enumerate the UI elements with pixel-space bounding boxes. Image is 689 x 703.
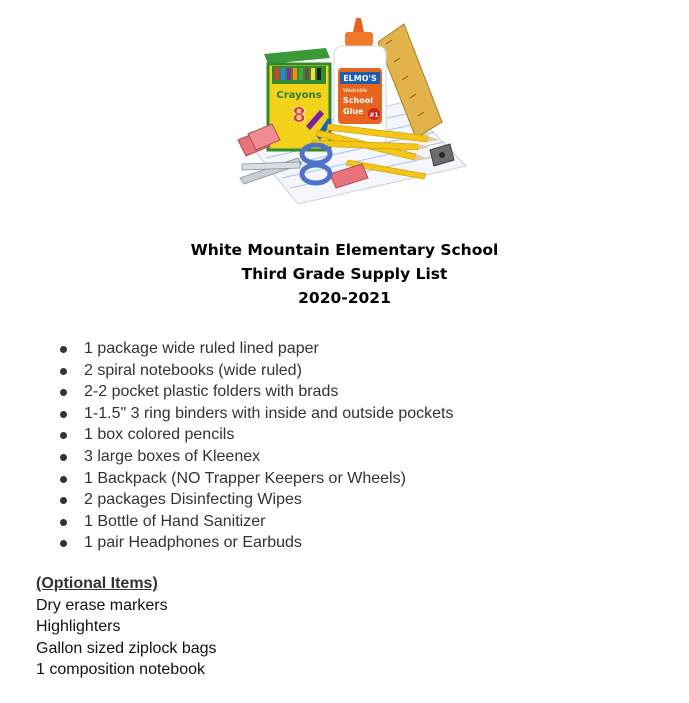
bullet-icon [60, 432, 67, 439]
school-year: 2020-2021 [298, 289, 391, 307]
list-item-text: 1-1.5" 3 ring binders with inside and outside pockets [84, 404, 454, 422]
school-name: White Mountain Elementary School [190, 241, 499, 259]
bullet-icon [60, 540, 67, 547]
list-item [52, 403, 453, 425]
glue-line1-label: Washable [343, 88, 368, 94]
crayons-count-label: 8 [292, 103, 306, 127]
list-item-text: 1 pair Headphones or Earbuds [84, 534, 302, 552]
list-item-text: 3 large boxes of Kleenex [84, 447, 261, 465]
glue-line2-label: School [343, 96, 373, 105]
list-item-text: 2 spiral notebooks (wide ruled) [84, 361, 302, 379]
bullet-icon [60, 346, 67, 353]
list-item [52, 468, 453, 490]
optional-item: Highlighters [36, 618, 121, 636]
glue-badge-label: #1 [369, 112, 379, 119]
bullet-icon [60, 519, 67, 526]
optional-item: Gallon sized ziplock bags [36, 639, 217, 657]
bullet-icon [60, 368, 67, 375]
list-item-text: 1 box colored pencils [84, 426, 235, 444]
list-item-text: 2-2 pocket plastic folders with brads [84, 383, 339, 401]
list-item [52, 360, 453, 382]
optional-item: Dry erase markers [36, 596, 168, 614]
list-item [52, 338, 453, 360]
optional-items-heading: (Optional Items) [36, 575, 158, 592]
list-item [52, 381, 453, 403]
list-item [52, 424, 453, 446]
bullet-icon [60, 411, 67, 418]
list-item [52, 511, 453, 533]
bullet-icon [60, 389, 67, 396]
glue-line3-label: Glue [343, 107, 364, 116]
optional-item: 1 composition notebook [36, 661, 205, 679]
list-item-text: 1 package wide ruled lined paper [84, 340, 319, 357]
list-item [52, 532, 453, 554]
list-item-text: 2 packages Disinfecting Wipes [84, 491, 302, 509]
bullet-icon [60, 476, 67, 483]
glue-brand-label: ELMO'S [343, 74, 377, 83]
bullet-icon [60, 454, 67, 461]
bullet-icon [60, 497, 67, 504]
list-item [52, 446, 453, 468]
optional-items-section [36, 573, 217, 681]
list-item-text: 1 Backpack (NO Trapper Keepers or Wheels) [84, 469, 406, 487]
list-item [52, 489, 453, 511]
list-title: Third Grade Supply List [241, 265, 448, 283]
list-item-text: 1 Bottle of Hand Sanitizer [84, 512, 266, 530]
supply-list [52, 338, 453, 554]
crayons-brand-label: Crayons [276, 90, 322, 101]
school-supplies-illustration [228, 14, 472, 208]
document-title [0, 238, 689, 310]
